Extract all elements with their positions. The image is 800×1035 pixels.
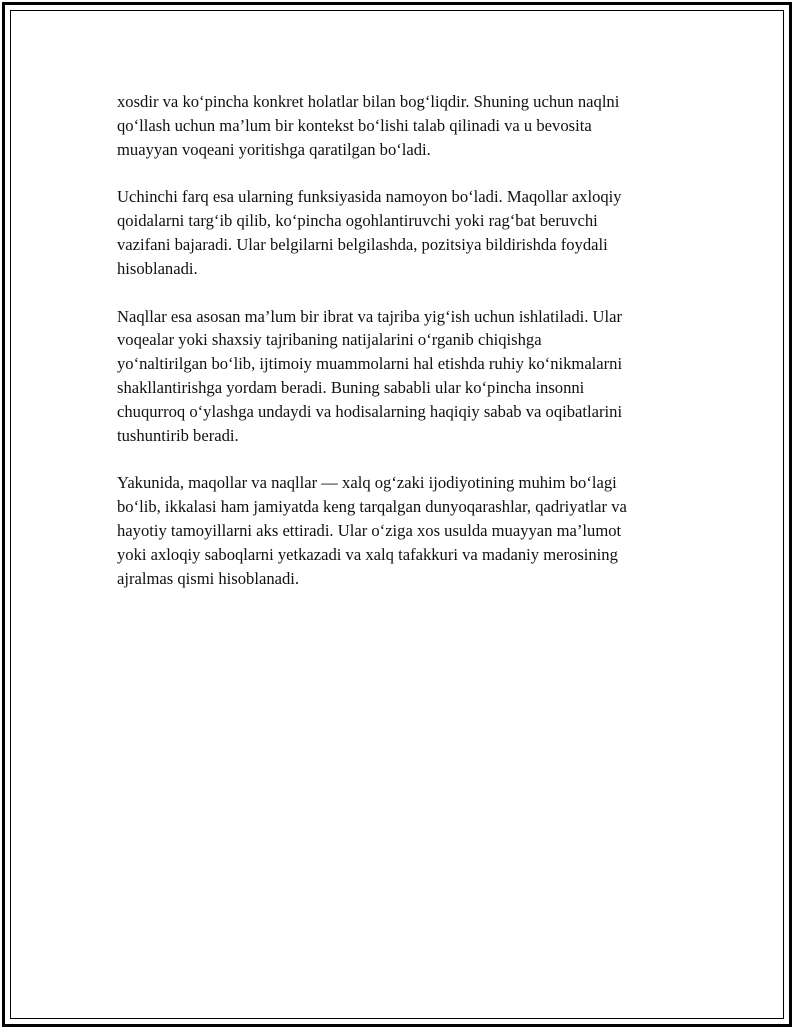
text-line: ajralmas qismi hisoblanadi. <box>117 568 300 588</box>
paragraph-4 <box>117 471 692 590</box>
text-line: qoidalarni targ‘ib qilib, ko‘pincha ogohlantiruvchi yoki rag‘bat beruvchi <box>117 211 598 231</box>
paragraph-3 <box>117 305 692 448</box>
text-line: shakllantirishga yordam beradi. Buning sababli ular ko‘pincha insonni <box>117 377 585 397</box>
text-line: voqealar yoki shaxsiy tajribaning natijalarini o‘rganib chiqishga <box>117 330 542 350</box>
paragraph-1 <box>117 90 692 161</box>
text-line: Uchinchi farq esa ularning funksiyasida namoyon bo‘ladi. Maqollar axloqiy <box>117 187 622 207</box>
text-line: chuqurroq o‘ylashga undaydi va hodisalarning haqiqiy sabab va oqibatlarini <box>117 401 623 421</box>
text-line: bo‘lib, ikkalasi ham jamiyatda keng tarqalgan dunyoqarashlar, qadriyatlar va <box>117 497 627 517</box>
text-line: hisoblanadi. <box>117 258 198 278</box>
text-line: tushuntirib beradi. <box>117 425 239 445</box>
text-line: yo‘naltirilgan bo‘lib, ijtimoiy muammolarni hal etishda ruhiy ko‘nikmalarni <box>117 354 623 374</box>
text-line: qo‘llash uchun ma’lum bir kontekst bo‘lishi talab qilinadi va u bevosita <box>117 115 592 135</box>
text-line: yoki axloqiy saboqlarni yetkazadi va xalq tafakkuri va madaniy merosining <box>117 544 618 564</box>
document-body <box>117 90 692 614</box>
paragraph-2 <box>117 185 692 280</box>
text-line: Naqllar esa asosan ma’lum bir ibrat va tajriba yig‘ish uchun ishlatiladi. Ular <box>117 306 623 326</box>
text-line: xosdir va ko‘pincha konkret holatlar bilan bog‘liqdir. Shuning uchun naqlni <box>117 92 620 111</box>
text-line: hayotiy tamoyillarni aks ettiradi. Ular o‘ziga xos usulda muayyan ma’lumot <box>117 520 622 540</box>
text-line: muayyan voqeani yoritishga qaratilgan bo‘ladi. <box>117 139 431 159</box>
text-line: vazifani bajaradi. Ular belgilarni belgilashda, pozitsiya bildirishda foydali <box>117 234 608 254</box>
text-line: Yakunida, maqollar va naqllar — xalq og‘zaki ijodiyotining muhim bo‘lagi <box>117 473 617 493</box>
